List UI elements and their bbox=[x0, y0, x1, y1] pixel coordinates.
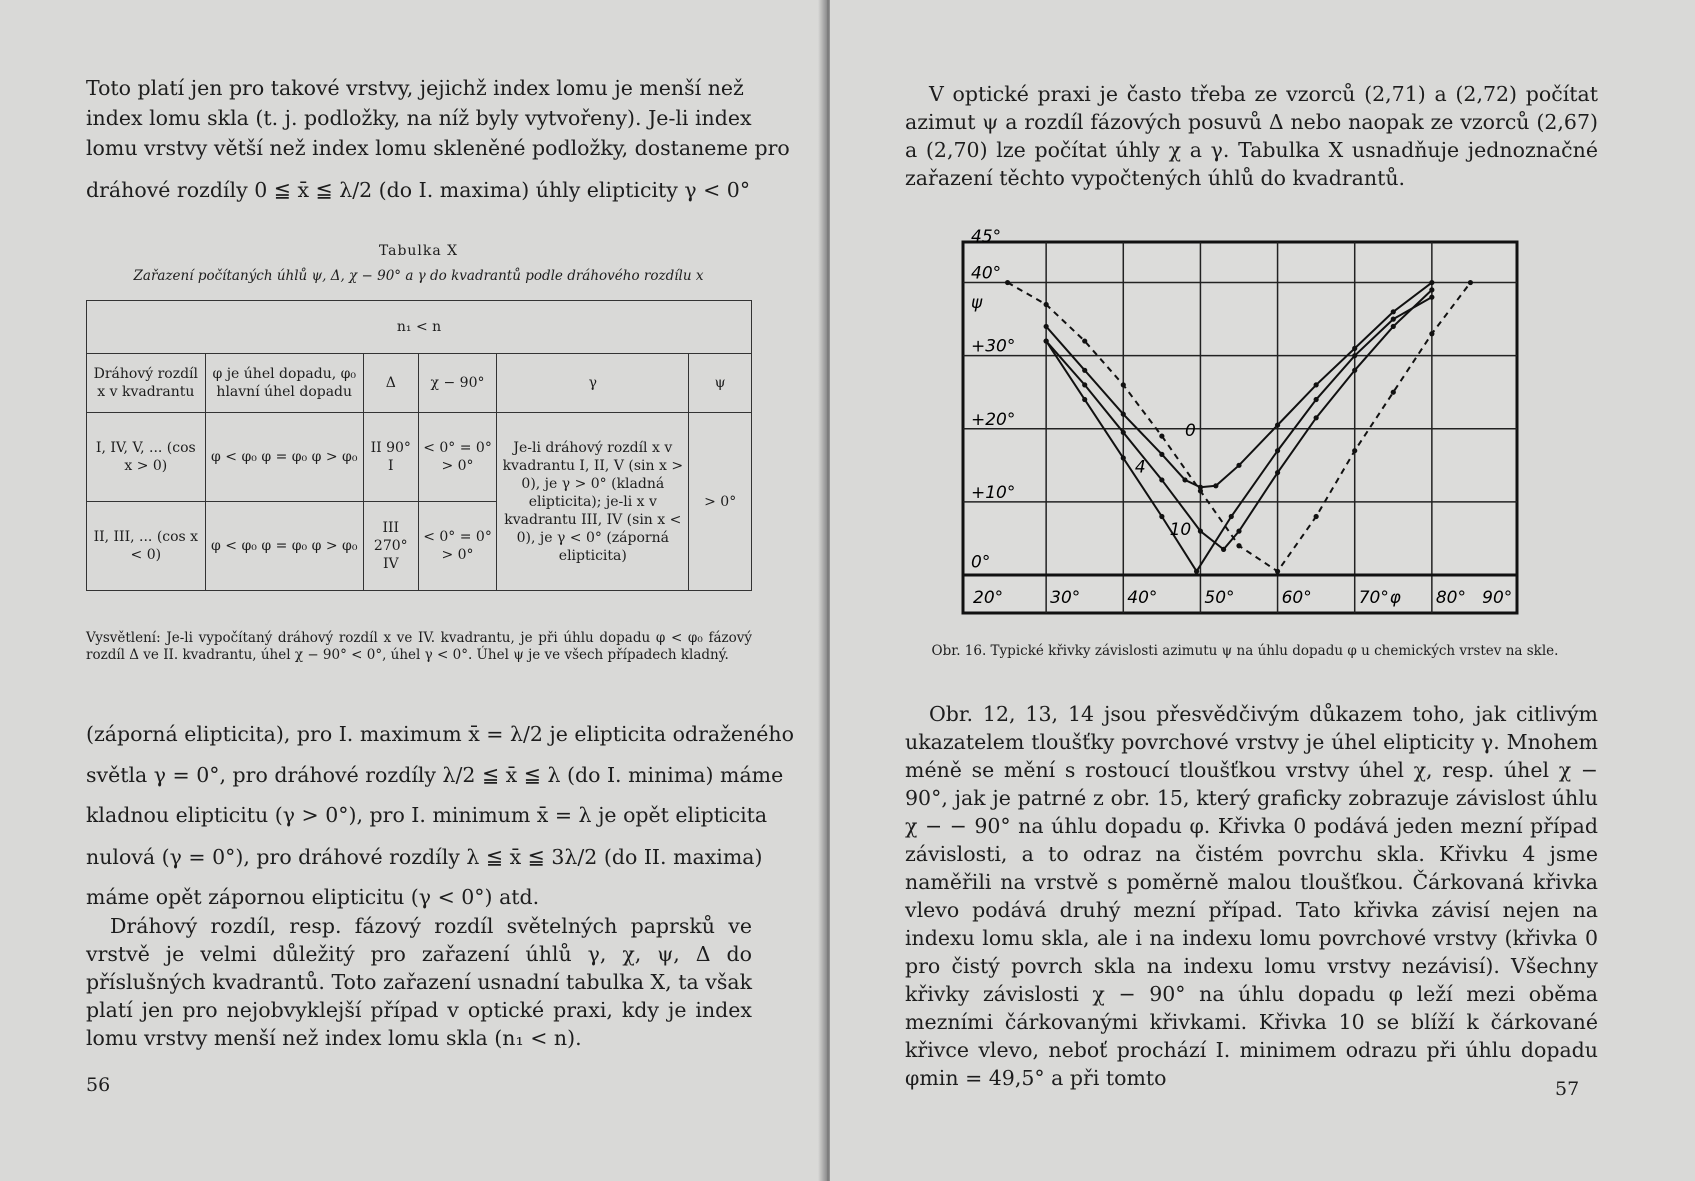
data-point bbox=[1236, 463, 1241, 468]
row1-delta: II 90° I bbox=[363, 413, 418, 502]
data-point bbox=[1275, 423, 1280, 428]
data-point bbox=[1213, 483, 1218, 488]
data-point bbox=[1429, 331, 1434, 336]
data-point bbox=[1429, 280, 1434, 285]
row1-phi: φ < φ₀ φ = φ₀ φ > φ₀ bbox=[205, 413, 363, 502]
curve-label: 4 bbox=[1134, 457, 1146, 478]
data-point bbox=[1352, 346, 1357, 351]
table-note: Vysvětlení: Je-li vypočítaný dráhový rozdíl x ve IV. kvadrantu, je při úhlu dopadu φ < φ₀ fázový rozdíl Δ ve II. kvadrantu, úhel χ − 90° < 0°, úhel γ < 0°. Úhel ψ je ve všech případech kladný. bbox=[86, 630, 752, 663]
curve-label: 10 bbox=[1169, 519, 1192, 540]
gamma-cell: Je-li dráhový rozdíl x v kvadrantu I, II, V (sin x > 0), je γ > 0° (kladná elipticita); je-li x v kvadrantu III, IV (sin x < 0), je γ < 0° (záporná elipticita) bbox=[497, 413, 689, 591]
data-point bbox=[1159, 452, 1164, 457]
x-tick-label: 90° bbox=[1482, 588, 1513, 608]
header-quadrant: Dráhový rozdíl x v kvadrantu bbox=[87, 354, 206, 413]
header-psi: ψ bbox=[689, 354, 752, 413]
data-point bbox=[1221, 547, 1226, 552]
y-tick-label: +10° bbox=[971, 482, 1016, 503]
data-point bbox=[1229, 514, 1234, 519]
header-gamma: γ bbox=[497, 354, 689, 413]
y-tick-label: ψ bbox=[971, 292, 983, 313]
x-tick-label: 30° bbox=[1050, 588, 1081, 608]
data-point bbox=[1198, 488, 1203, 493]
data-point bbox=[1159, 477, 1164, 482]
data-point bbox=[1314, 397, 1319, 402]
row1-chi: < 0° = 0° > 0° bbox=[418, 413, 497, 502]
row2-chi: < 0° = 0° > 0° bbox=[418, 502, 497, 591]
data-point bbox=[1082, 397, 1087, 402]
figure-caption: Obr. 16. Typické křivky závislosti azimutu ψ na úhlu dopadu φ u chemických vrstev na skle. bbox=[931, 643, 1559, 659]
x-tick-label: 20° bbox=[973, 588, 1004, 608]
data-point bbox=[1121, 382, 1126, 387]
data-point bbox=[1352, 448, 1357, 453]
data-point bbox=[1159, 433, 1164, 438]
data-point bbox=[1044, 338, 1049, 343]
y-tick-label: 40° bbox=[971, 263, 1002, 284]
data-point bbox=[1198, 529, 1203, 534]
data-point bbox=[1314, 415, 1319, 420]
page-number-left: 56 bbox=[86, 1074, 111, 1096]
x-tick-label: 80° bbox=[1435, 588, 1466, 608]
right-paragraph-1: V optické praxi je často třeba ze vzorců (2,71) a (2,72) počítat azimut ψ a rozdíl fázových posuvů Δ nebo naopak ze vzorců (2,67) a (2,70) lze počítat úhly χ a γ. Tabulka X usnadňuje jednoznačné zařazení těchto vypočtených úhlů do kvadrantů. bbox=[905, 82, 1598, 190]
data-point bbox=[1352, 353, 1357, 358]
table-caption: Tabulka X bbox=[378, 243, 459, 259]
row1-quadrant: I, IV, V, ... (cos x > 0) bbox=[87, 413, 206, 502]
data-point bbox=[1429, 287, 1434, 292]
intro-line-1: Toto platí jen pro takové vrstvy, jejichž index lomu je menší než bbox=[86, 76, 744, 100]
left-paragraph-2: Dráhový rozdíl, resp. fázový rozdíl světelných paprsků ve vrstvě je velmi důležitý pro zařazení úhlů γ, χ, ψ, Δ do příslušných kvadrantů. Toto zařazení usnadní tabulka X, ta však platí jen pro nejobvyklejší případ v optické praxi, kdy je index lomu vrstvy menší než index lomu skla (n₁ < n). bbox=[86, 914, 752, 1050]
data-point bbox=[1121, 412, 1126, 417]
data-point bbox=[1005, 280, 1010, 285]
data-point bbox=[1391, 324, 1396, 329]
x-tick-label: 60° bbox=[1281, 588, 1312, 608]
data-point bbox=[1082, 382, 1087, 387]
table-condition: n₁ < n bbox=[87, 301, 752, 354]
row2-phi: φ < φ₀ φ = φ₀ φ > φ₀ bbox=[205, 502, 363, 591]
data-point bbox=[1468, 280, 1473, 285]
y-tick-label: +20° bbox=[971, 409, 1016, 430]
data-point bbox=[1391, 309, 1396, 314]
row2-delta: III 270° IV bbox=[363, 502, 418, 591]
data-point bbox=[1391, 317, 1396, 322]
right-paragraph-2: Obr. 12, 13, 14 jsou přesvědčivým důkazem toho, jak citlivým ukazatelem tloušťky povrchové vrstvy je úhel elipticity γ. Mnohem méně se mění s rostoucí tloušťkou vrstvy úhel χ, resp. úhel χ − 90°, jak je patrné z obr. 15, který graficky zobrazuje závislost úhlu χ − − 90° na úhlu dopadu φ. Křivka 0 podává jeden mezní případ závislosti, a to odraz na čistém povrchu skla. Křivku 4 jsme naměřili na vrstvě s poměrně malou tloušťkou. Čárkovaná křivka vlevo podává druhý mezní případ. Tato křivka závisí nejen na indexu lomu skla, ale i na indexu lomu povrchové vrstvy (křivka 0 pro čistý povrch skla na indexu lomu vrstvy nezávisí). Všechny křivky závislosti χ − 90° na úhlu dopadu φ leží mezi oběma mezními čárkovanými křivkami. Křivka 10 se blíží k čárkované křivce vlevo, neboť prochází I. minimem odrazu při úhlu dopadu φmin = 49,5° a při tomto bbox=[905, 702, 1598, 1090]
after-line-1: (záporná elipticita), pro I. maximum x̄ = λ/2 je elipticita odraženého bbox=[86, 722, 794, 746]
data-point bbox=[1159, 514, 1164, 519]
x-tick-label: 70° bbox=[1358, 588, 1389, 608]
data-point bbox=[1194, 569, 1199, 574]
data-point bbox=[1082, 338, 1087, 343]
table-row bbox=[87, 413, 752, 502]
after-line-4: nulová (γ = 0°), pro dráhové rozdíly λ ≦ x̄ ≦ 3λ/2 (do II. maxima) bbox=[86, 845, 763, 869]
page-number-right: 57 bbox=[1555, 1078, 1580, 1100]
table-subtitle: Zařazení počítaných úhlů ψ, Δ, χ − 90° a γ do kvadrantů podle dráhového rozdílu x bbox=[133, 268, 704, 284]
row2-quadrant: II, III, ... (cos x < 0) bbox=[87, 502, 206, 591]
after-line-5: máme opět zápornou elipticitu (γ < 0°) atd. bbox=[86, 885, 540, 909]
data-point bbox=[1182, 477, 1187, 482]
after-line-2: světla γ = 0°, pro dráhové rozdíly λ/2 ≦ x̄ ≦ λ (do I. minima) máme bbox=[86, 763, 784, 787]
data-point bbox=[1236, 543, 1241, 548]
quadrant-table bbox=[86, 300, 752, 591]
curve-label: 0 bbox=[1185, 421, 1196, 442]
data-point bbox=[1429, 295, 1434, 300]
data-point bbox=[1275, 448, 1280, 453]
intro-line-4: dráhové rozdíly 0 ≦ x̄ ≦ λ/2 (do I. maxima) úhly elipticity γ < 0° bbox=[86, 178, 751, 202]
y-tick-label: 0° bbox=[971, 552, 991, 573]
data-point bbox=[1121, 455, 1126, 460]
after-line-3: kladnou elipticitu (γ > 0°), pro I. minimum x̄ = λ je opět elipticita bbox=[86, 803, 768, 827]
data-point bbox=[1082, 368, 1087, 373]
data-point bbox=[1391, 390, 1396, 395]
psi-chart bbox=[961, 227, 1519, 615]
x-tick-label: 50° bbox=[1204, 588, 1235, 608]
data-point bbox=[1121, 430, 1126, 435]
data-point bbox=[1044, 324, 1049, 329]
header-chi: χ − 90° bbox=[418, 354, 497, 413]
data-point bbox=[1314, 514, 1319, 519]
data-point bbox=[1236, 529, 1241, 534]
data-point bbox=[1275, 470, 1280, 475]
y-tick-label: 45° bbox=[971, 227, 1002, 247]
header-delta: Δ bbox=[363, 354, 418, 413]
intro-line-2: index lomu skla (t. j. podložky, na níž byly vytvořeny). Je-li index bbox=[86, 106, 752, 130]
data-point bbox=[1352, 368, 1357, 373]
data-point bbox=[1314, 382, 1319, 387]
intro-line-3: lomu vrstvy větší než index lomu skleněné podložky, dostaneme pro bbox=[86, 136, 790, 160]
x-tick-label: 40° bbox=[1127, 588, 1158, 608]
data-point bbox=[1044, 302, 1049, 307]
data-point bbox=[1275, 569, 1280, 574]
psi-cell: > 0° bbox=[689, 413, 752, 591]
y-tick-label: +30° bbox=[971, 336, 1016, 357]
header-phi: φ je úhel dopadu, φ₀ hlavní úhel dopadu bbox=[205, 354, 363, 413]
left-page bbox=[0, 0, 825, 1181]
x-tick-label: φ bbox=[1389, 588, 1401, 608]
